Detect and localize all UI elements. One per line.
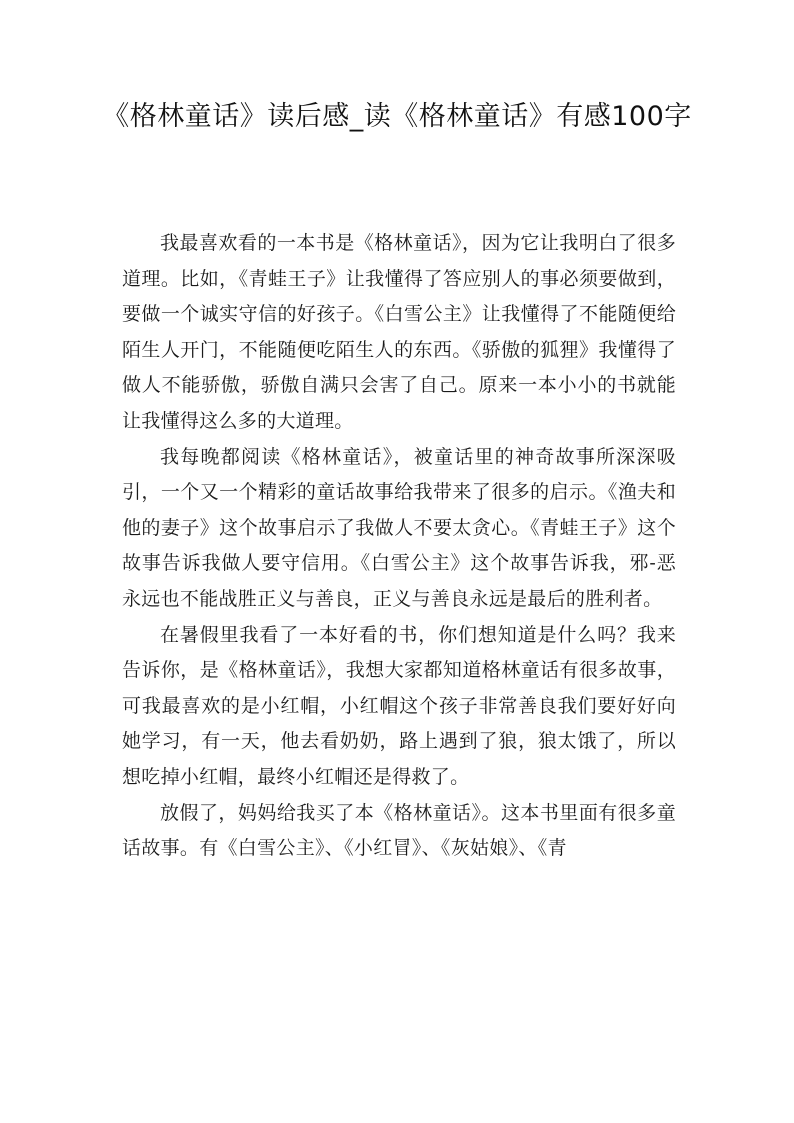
paragraph: 在暑假里我看了一本好看的书，你们想知道是什么吗？我来告诉你，是《格林童话》，我想大家都知道格林童话有很多故事，可我最喜欢的是小红帽，小红帽这个孩子非常善良我们要好好向她学习，有一天，他去看奶奶，路上遇到了狼，狼太饿了，所以想吃掉小红帽，最终小红帽还是得救了。 bbox=[122, 623, 676, 788]
document-body bbox=[122, 226, 676, 867]
document-title: 《格林童话》读后感_读《格林童话》有感100字 bbox=[102, 101, 692, 132]
paragraph: 我每晚都阅读《格林童话》，被童话里的神奇故事所深深吸引，一个又一个精彩的童话故事给我带来了很多的启示。《渔夫和他的妻子》这个故事启示了我做人不要太贪心。《青蛙王子》这个故事告诉我做人要守信用。《白雪公主》这个故事告诉我，邪-恶永远也不能战胜正义与善良，正义与善良永远是最后的胜利者。 bbox=[122, 445, 676, 610]
paragraph: 放假了，妈妈给我买了本《格林童话》。这本书里面有很多童话故事。有《白雪公主》、《小红冒》、《灰姑娘》、《青 bbox=[122, 801, 676, 860]
paragraph: 我最喜欢看的一本书是《格林童话》，因为它让我明白了很多道理。比如，《青蛙王子》让我懂得了答应别人的事必须要做到，要做一个诚实守信的好孩子。《白雪公主》让我懂得了不能随便给陌生人开门，不能随便吃陌生人的东西。《骄傲的狐狸》我懂得了做人不能骄傲，骄傲自满只会害了自己。原来一本小小的书就能让我懂得这么多的大道理。 bbox=[122, 232, 676, 432]
